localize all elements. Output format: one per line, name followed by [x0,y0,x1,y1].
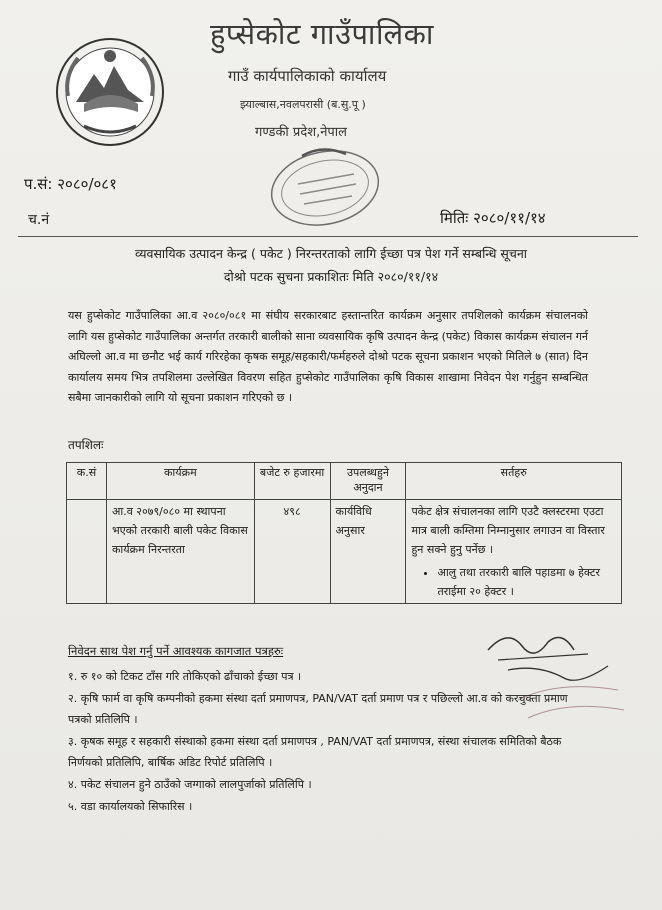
office-address: झ्याल्बास,नवलपरासी (ब.सु.पू ) [240,98,366,111]
requirement-item: २. कृषि फार्म वा कृषि कम्पनीको हकमा संस्था दर्ता प्रमाणपत्र, PAN/VAT दर्ता प्रमाण पत्र र पछिल्लो आ.व को करचुक्ता प्रमाण पत्रको प्रतिलिपि । [68,692,568,726]
province-name: गण्डकी प्रदेश,नेपाल [255,125,347,140]
cell-serial [67,500,107,604]
municipality-name: हुप्सेकोट गाउँपालिका [210,17,434,51]
condition-text: पकेट क्षेत्र संचालनका लागि एउटै क्लस्टरमा एउटा मात्र बाली कम्तिमा निम्नानुसार लगाउन वा विस्तार हुन सक्ने हुनु पर्नेछ । [411,505,605,556]
nepal-emblem-logo [54,36,166,148]
details-label: तपशिलः [68,438,104,452]
office-name: गाउँ कार्यपालिकाको कार्यालय [228,67,387,85]
cell-grant: कार्यविधि अनुसार [330,500,406,604]
condition-list [411,563,616,601]
required-documents-heading: निवेदन साथ पेश गर्नु पर्ने आवश्यक कागजात पत्रहरुः [68,644,284,658]
requirement-item: ४. पकेट संचालन हुने ठाउँको जग्गाको लालपुर्जाको प्रतिलिपि । [68,778,312,791]
office-stamp [262,138,388,232]
column-header: उपलब्धहुने अनुदान [330,463,406,500]
cell-program: आ.व २०७९/०८० मा स्थापना भएको तरकारी बाली पकेट विकास कार्यक्रम निरन्तरता [106,500,254,604]
table-header-row [67,463,622,500]
requirement-item: १. रु १० को टिकट टाँस गरि तोकिएको ढाँचाको ईच्छा पत्र । [68,670,302,683]
dispatch-number: च.नं [28,212,50,228]
column-header: कार्यक्रम [106,463,254,500]
requirement-item: ५. वडा कार्यालयको सिफारिस । [68,800,193,813]
cell-budget: ४९८ [254,500,330,604]
notice-body-paragraph: यस हुप्सेकोट गाउँपालिका आ.व २०८०/०८१ मा संघीय सरकारबाट हस्तान्तरित कार्यक्रम अनुसार तपशिलको कार्यक्रम संचालनको लागि यस हुप्सेकोट गाउँपालिका अन्तर्गत तरकारी बालीको साना व्यवसायिक कृषि उत्पादन केन्द्र (पकेट) विकास कार्यक्रम संचालन गर्न अघिल्लो आ.व मा छनौट भई कार्य गरिरहेका कृषक समूह/सहकारी/फर्महरुले दोश्रो पटक सूचना प्रकाशन भएको मितिले ७ (सात) दिन कार्यालय समय भित्र तपशिलमा उल्लेखित विवरण सहित हुप्सेकोट गाउँपालिका कृषि विकास शाखामा निवेदन पेश गर्नुहुन सम्बन्धित सबैमा जानकारीको लागि यो सूचना प्रकाशन गरिएको छ । [68,309,588,404]
column-header: बजेट रु हजारमा [254,463,330,500]
column-header: क.सं [67,463,107,500]
notice-subject: व्यवसायिक उत्पादन केन्द्र ( पकेट ) निरन्तरताको लागि ईच्छा पत्र पेश गर्ने सम्बन्धि सूचना [135,246,527,261]
letter-date: मितिः २०८०/११/१४ [440,209,546,227]
condition-item: • आलु तथा तरकारी बालि पहाडमा ७ हेक्टर तराईमा २० हेक्टर । [437,563,616,601]
requirement-item: ३. कृषक समूह र सहकारी संस्थाको हकमा संस्था दर्ता प्रमाणपत्र , PAN/VAT दर्ता प्रमाणपत्र, संस्था संचालक समितिको बैठक निर्णयको प्रतिलिपि, बार्षिक अडिट रिपोर्ट प्रतिलिपि । [68,735,562,769]
reference-number: प.सं: २०८०/०८१ [24,175,117,193]
cell-conditions [406,500,622,604]
table-row [67,500,622,604]
notice-second-publication: दोश्रो पटक सुचना प्रकाशितः मिति २०८०/११/१४ [223,269,439,284]
column-header: सर्तहरु [406,463,622,500]
header-divider [18,236,638,237]
program-table [66,462,622,604]
